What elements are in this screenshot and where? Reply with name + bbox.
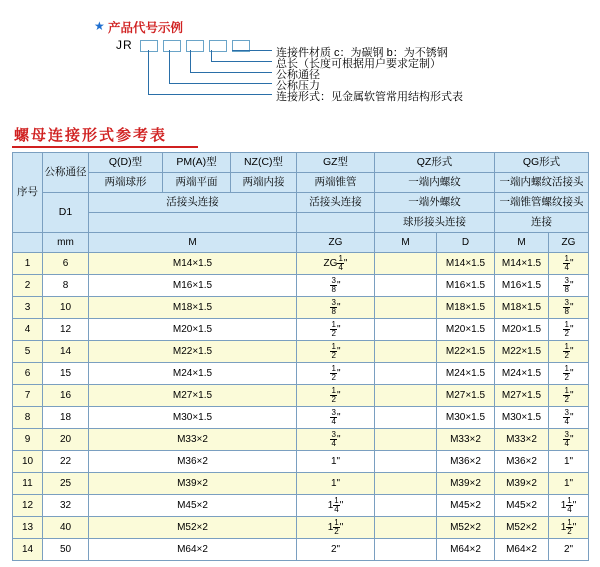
header-row-desc1 bbox=[13, 173, 589, 193]
cell-index: 10 bbox=[13, 451, 43, 473]
table-row bbox=[13, 517, 589, 539]
th-unit-m1: M bbox=[89, 233, 297, 253]
cell-zg2: 1 $\frac{1}{2}$ " bbox=[549, 517, 589, 539]
code-prefix: JR bbox=[116, 38, 133, 52]
th-desc-gz: 两端锥管 bbox=[297, 173, 375, 193]
cell-m3: M14×1.5 bbox=[495, 253, 549, 275]
th-desc-qd: 两端球形 bbox=[89, 173, 163, 193]
cell-dn: 18 bbox=[43, 407, 89, 429]
th-unit-zg2: ZG bbox=[549, 233, 589, 253]
cell-zg1: 1 $\frac{1}{2}$ " bbox=[297, 517, 375, 539]
cell-d2: M36×2 bbox=[437, 451, 495, 473]
cell-m3: M64×2 bbox=[495, 539, 549, 561]
cell-dn: 20 bbox=[43, 429, 89, 451]
cell-m3: M20×1.5 bbox=[495, 319, 549, 341]
th-desc2-left: 活接头连接 bbox=[89, 193, 297, 213]
cell-m2 bbox=[375, 517, 437, 539]
cell-m3: M18×1.5 bbox=[495, 297, 549, 319]
cell-m2 bbox=[375, 407, 437, 429]
cell-zg1: 1" bbox=[297, 451, 375, 473]
cell-d2: M33×2 bbox=[437, 429, 495, 451]
title-underline bbox=[12, 146, 198, 148]
cell-zg2: 1" bbox=[549, 473, 589, 495]
cell-zg2: 1 $\frac{1}{4}$ " bbox=[549, 495, 589, 517]
cell-index: 14 bbox=[13, 539, 43, 561]
cell-zg2: $\frac{3}{8}$ " bbox=[549, 297, 589, 319]
cell-m2 bbox=[375, 253, 437, 275]
th-desc3-blank bbox=[89, 213, 297, 233]
cell-zg1: 2" bbox=[297, 539, 375, 561]
cell-dn: 40 bbox=[43, 517, 89, 539]
cell-m3: M24×1.5 bbox=[495, 363, 549, 385]
cell-zg1: 1" bbox=[297, 473, 375, 495]
cell-zg2: $\frac{3}{4}$ " bbox=[549, 407, 589, 429]
cell-m2 bbox=[375, 495, 437, 517]
th-unit-mm: mm bbox=[43, 233, 89, 253]
legend-note-connection: 连接形式：见金属软管常用结构形式表 bbox=[276, 91, 463, 103]
cell-m3: M33×2 bbox=[495, 429, 549, 451]
cell-m3: M27×1.5 bbox=[495, 385, 549, 407]
cell-dn: 8 bbox=[43, 275, 89, 297]
table-row bbox=[13, 297, 589, 319]
cell-m1: M18×1.5 bbox=[89, 297, 297, 319]
header-row-desc3 bbox=[13, 213, 589, 233]
cell-index: 11 bbox=[13, 473, 43, 495]
cell-zg2: $\frac{1}{2}$ " bbox=[549, 319, 589, 341]
code-box bbox=[186, 40, 204, 52]
cell-m1: M20×1.5 bbox=[89, 319, 297, 341]
cell-zg2: $\frac{1}{2}$ " bbox=[549, 385, 589, 407]
cell-m1: M24×1.5 bbox=[89, 363, 297, 385]
table-row bbox=[13, 473, 589, 495]
th-unit-index bbox=[13, 233, 43, 253]
th-type-nz: NZ(C)型 bbox=[231, 153, 297, 173]
cell-m2 bbox=[375, 319, 437, 341]
cell-zg2: $\frac{1}{2}$ " bbox=[549, 341, 589, 363]
leader-line bbox=[148, 50, 149, 95]
cell-m1: M45×2 bbox=[89, 495, 297, 517]
leader-line bbox=[190, 72, 272, 73]
th-type-pm: PM(A)型 bbox=[163, 153, 231, 173]
th-unit-m2: M bbox=[375, 233, 437, 253]
table-row bbox=[13, 429, 589, 451]
cell-zg2: $\frac{3}{4}$ " bbox=[549, 429, 589, 451]
th-unit-zg1: ZG bbox=[297, 233, 375, 253]
cell-m1: M14×1.5 bbox=[89, 253, 297, 275]
cell-zg1: $\frac{1}{2}$ " bbox=[297, 341, 375, 363]
th-unit-d2: D bbox=[437, 233, 495, 253]
cell-m3: M30×1.5 bbox=[495, 407, 549, 429]
th-desc-nz: 两端内接 bbox=[231, 173, 297, 193]
cell-m1: M16×1.5 bbox=[89, 275, 297, 297]
cell-d2: M24×1.5 bbox=[437, 363, 495, 385]
th-desc2-gz: 活接头连接 bbox=[297, 193, 375, 213]
header-row-types bbox=[13, 153, 589, 173]
cell-index: 2 bbox=[13, 275, 43, 297]
cell-index: 13 bbox=[13, 517, 43, 539]
th-desc3-gz bbox=[297, 213, 375, 233]
cell-d2: M64×2 bbox=[437, 539, 495, 561]
cell-zg1: ZG $\frac{1}{4}$ " bbox=[297, 253, 375, 275]
th-desc-pm: 两端平面 bbox=[163, 173, 231, 193]
table-row bbox=[13, 451, 589, 473]
cell-zg2: 2" bbox=[549, 539, 589, 561]
cell-dn: 16 bbox=[43, 385, 89, 407]
product-code-legend bbox=[0, 0, 600, 110]
th-dn: 公称通径 bbox=[43, 153, 89, 193]
cell-zg1: $\frac{3}{8}$ " bbox=[297, 275, 375, 297]
legend-note-dn: 公称通径 bbox=[276, 69, 320, 81]
cell-dn: 12 bbox=[43, 319, 89, 341]
cell-d2: M30×1.5 bbox=[437, 407, 495, 429]
table-row bbox=[13, 253, 589, 275]
page-title: 螺母连接形式参考表 bbox=[14, 127, 168, 144]
cell-m1: M30×1.5 bbox=[89, 407, 297, 429]
cell-dn: 25 bbox=[43, 473, 89, 495]
cell-m1: M22×1.5 bbox=[89, 341, 297, 363]
cell-zg1: $\frac{3}{8}$ " bbox=[297, 297, 375, 319]
cell-m3: M45×2 bbox=[495, 495, 549, 517]
th-desc3-qz: 球形接头连接 bbox=[375, 213, 495, 233]
cell-zg1: $\frac{1}{2}$ " bbox=[297, 385, 375, 407]
cell-m2 bbox=[375, 539, 437, 561]
cell-m2 bbox=[375, 385, 437, 407]
nut-connection-reference-table bbox=[12, 152, 589, 561]
leader-line bbox=[190, 50, 191, 73]
cell-m2 bbox=[375, 473, 437, 495]
cell-index: 6 bbox=[13, 363, 43, 385]
cell-m1: M64×2 bbox=[89, 539, 297, 561]
th-index: 序号 bbox=[13, 153, 43, 233]
cell-index: 7 bbox=[13, 385, 43, 407]
cell-m1: M52×2 bbox=[89, 517, 297, 539]
cell-index: 9 bbox=[13, 429, 43, 451]
cell-m1: M33×2 bbox=[89, 429, 297, 451]
cell-m2 bbox=[375, 363, 437, 385]
table-row bbox=[13, 539, 589, 561]
leader-line bbox=[169, 50, 170, 84]
cell-m2 bbox=[375, 275, 437, 297]
table-body bbox=[13, 253, 589, 561]
cell-zg2: $\frac{1}{4}$ " bbox=[549, 253, 589, 275]
cell-zg1: $\frac{1}{2}$ " bbox=[297, 319, 375, 341]
cell-index: 4 bbox=[13, 319, 43, 341]
table-row bbox=[13, 319, 589, 341]
th-desc-qz: 一端内螺纹 bbox=[375, 173, 495, 193]
th-desc3-qg: 连接 bbox=[495, 213, 589, 233]
th-desc2-qg: 一端锥管螺纹接头 bbox=[495, 193, 589, 213]
cell-m2 bbox=[375, 429, 437, 451]
cell-zg1: $\frac{1}{2}$ " bbox=[297, 363, 375, 385]
cell-m2 bbox=[375, 341, 437, 363]
cell-zg1: $\frac{3}{4}$ " bbox=[297, 429, 375, 451]
cell-d2: M39×2 bbox=[437, 473, 495, 495]
cell-m1: M39×2 bbox=[89, 473, 297, 495]
cell-dn: 50 bbox=[43, 539, 89, 561]
table-row bbox=[13, 385, 589, 407]
table-row bbox=[13, 407, 589, 429]
cell-m3: M22×1.5 bbox=[495, 341, 549, 363]
cell-m2 bbox=[375, 451, 437, 473]
legend-note-length: 总长（长度可根据用户要求定制） bbox=[276, 58, 441, 70]
cell-zg2: $\frac{3}{8}$ " bbox=[549, 275, 589, 297]
cell-index: 3 bbox=[13, 297, 43, 319]
cell-m3: M39×2 bbox=[495, 473, 549, 495]
cell-d2: M45×2 bbox=[437, 495, 495, 517]
cell-index: 8 bbox=[13, 407, 43, 429]
leader-line bbox=[211, 61, 272, 62]
cell-m1: M36×2 bbox=[89, 451, 297, 473]
legend-note-pressure: 公称压力 bbox=[276, 80, 320, 92]
leader-line bbox=[148, 94, 272, 95]
leader-line bbox=[232, 50, 272, 51]
header-row-units bbox=[13, 233, 589, 253]
header-row-desc2 bbox=[13, 193, 589, 213]
th-desc-qg: 一端内螺纹活接头 bbox=[495, 173, 589, 193]
cell-zg2: $\frac{1}{2}$ " bbox=[549, 363, 589, 385]
th-unit-m3: M bbox=[495, 233, 549, 253]
cell-dn: 6 bbox=[43, 253, 89, 275]
code-box bbox=[140, 40, 158, 52]
legend-note-material: 连接件材质 c：为碳钢 b：为不锈钢 bbox=[276, 47, 448, 59]
cell-index: 1 bbox=[13, 253, 43, 275]
cell-d2: M16×1.5 bbox=[437, 275, 495, 297]
cell-dn: 22 bbox=[43, 451, 89, 473]
table-row bbox=[13, 275, 589, 297]
table-row bbox=[13, 495, 589, 517]
th-type-qg: QG形式 bbox=[495, 153, 589, 173]
cell-index: 5 bbox=[13, 341, 43, 363]
cell-d2: M52×2 bbox=[437, 517, 495, 539]
cell-dn: 14 bbox=[43, 341, 89, 363]
cell-d2: M18×1.5 bbox=[437, 297, 495, 319]
cell-d2: M27×1.5 bbox=[437, 385, 495, 407]
th-d1: D1 bbox=[43, 193, 89, 233]
th-desc2-qz: 一端外螺纹 bbox=[375, 193, 495, 213]
legend-title: 产品代号示例 bbox=[108, 21, 184, 35]
table-row bbox=[13, 363, 589, 385]
table-header bbox=[13, 153, 589, 253]
cell-m3: M36×2 bbox=[495, 451, 549, 473]
cell-m1: M27×1.5 bbox=[89, 385, 297, 407]
leader-line bbox=[169, 83, 272, 84]
cell-zg2: 1" bbox=[549, 451, 589, 473]
cell-d2: M14×1.5 bbox=[437, 253, 495, 275]
cell-m2 bbox=[375, 297, 437, 319]
cell-d2: M22×1.5 bbox=[437, 341, 495, 363]
cell-dn: 15 bbox=[43, 363, 89, 385]
cell-dn: 32 bbox=[43, 495, 89, 517]
table-row bbox=[13, 341, 589, 363]
cell-index: 12 bbox=[13, 495, 43, 517]
th-type-qz: QZ形式 bbox=[375, 153, 495, 173]
cell-d2: M20×1.5 bbox=[437, 319, 495, 341]
star-icon: ★ bbox=[94, 19, 105, 33]
cell-dn: 10 bbox=[43, 297, 89, 319]
code-box bbox=[163, 40, 181, 52]
cell-zg1: $\frac{3}{4}$ " bbox=[297, 407, 375, 429]
cell-m3: M16×1.5 bbox=[495, 275, 549, 297]
cell-zg1: 1 $\frac{1}{4}$ " bbox=[297, 495, 375, 517]
th-type-gz: GZ型 bbox=[297, 153, 375, 173]
th-type-qd: Q(D)型 bbox=[89, 153, 163, 173]
cell-m3: M52×2 bbox=[495, 517, 549, 539]
